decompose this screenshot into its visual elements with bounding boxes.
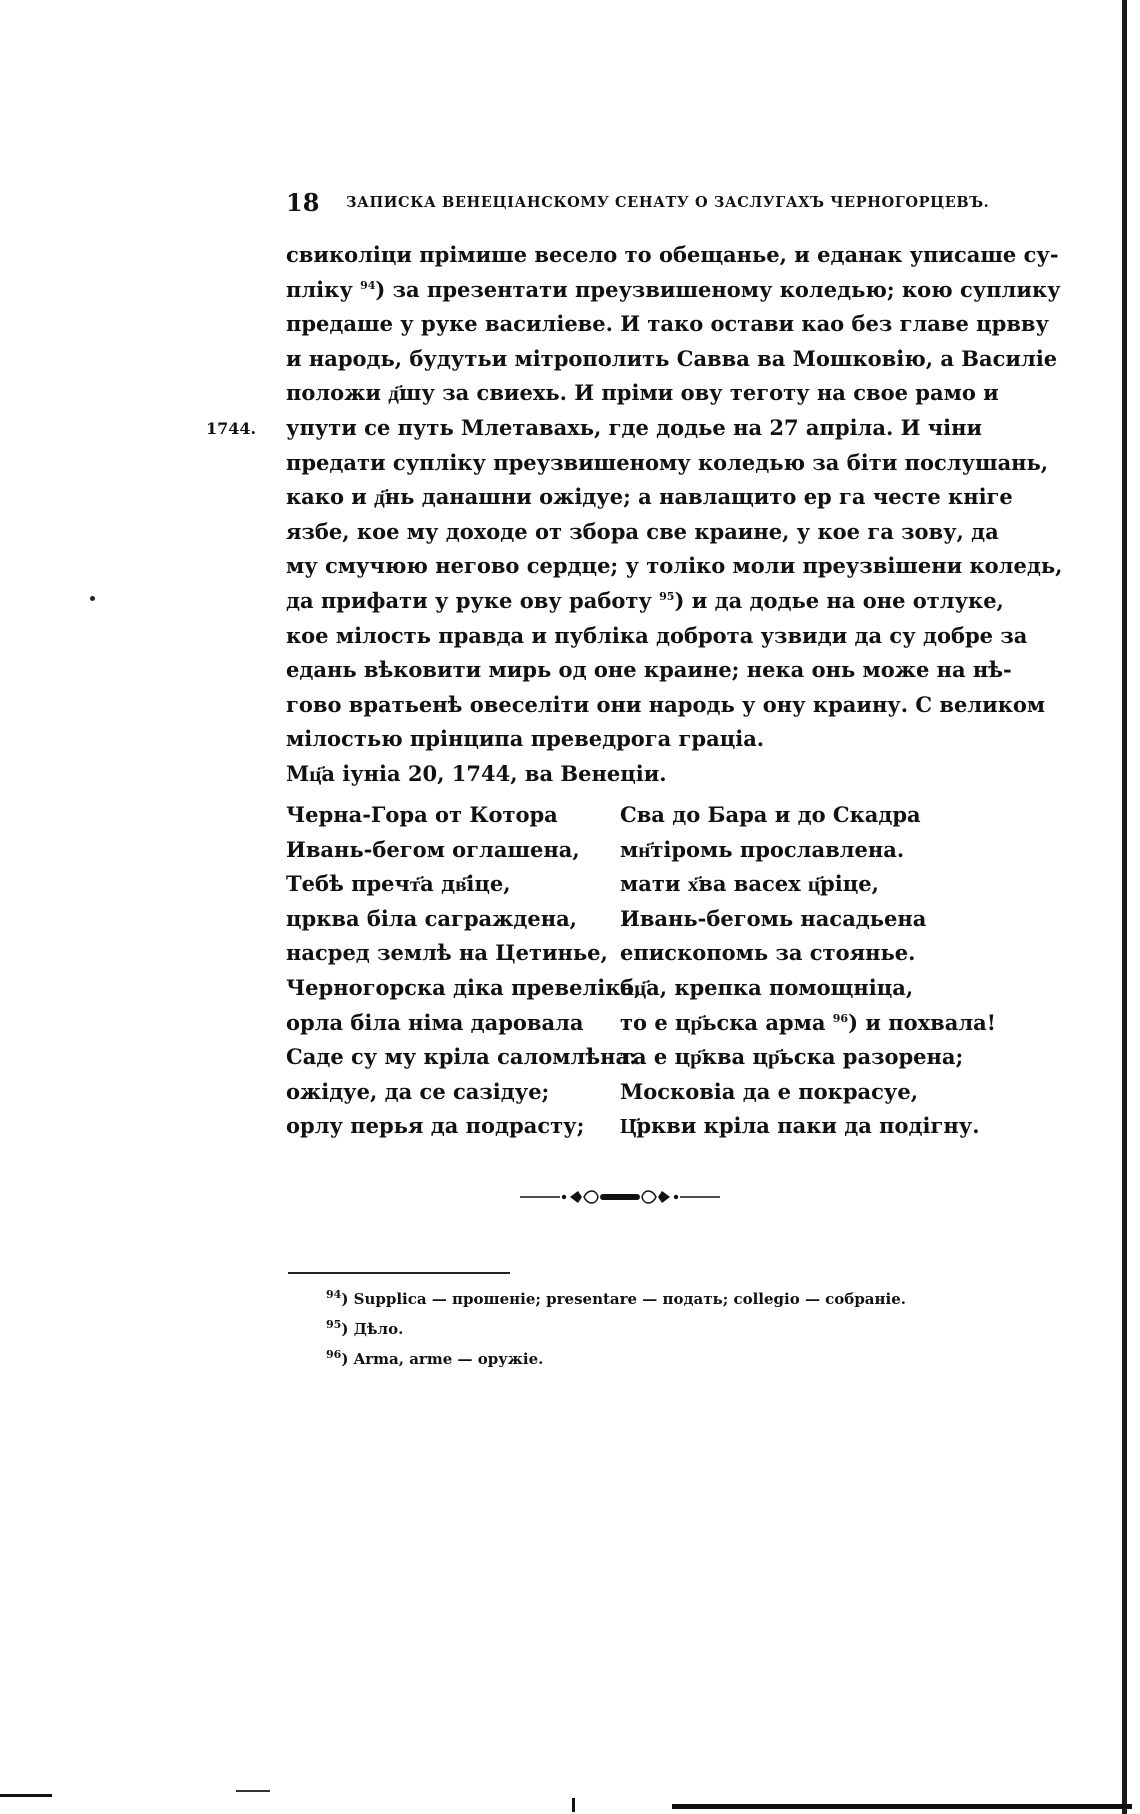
text-line: язбе, кое му доходе от збора све краине, у кое га зову, да: [286, 518, 999, 544]
margin-year-note: 1744.: [206, 419, 257, 438]
text-line: мілостью прінципа преведрога граціа.: [286, 726, 765, 752]
text-line: свиколіци прімише весело то обещанье, и еданак уписаше су-: [286, 242, 1059, 267]
text-fragment: ) и похвала!: [848, 1009, 996, 1035]
footnote-rule: [288, 1272, 510, 1274]
footnote-ref: 94: [360, 278, 376, 292]
footnote-text: ) Дѣло.: [341, 1320, 404, 1338]
text-line: предаше у руке василіеве. И тако остави као без главе црвву: [286, 311, 1049, 337]
dateline: Мц҃а іуніа 20, 1744, ва Венеціи.: [286, 760, 667, 786]
page-number: 18: [286, 188, 320, 217]
body-text: [286, 238, 1063, 792]
scan-edge-rule: [1122, 0, 1127, 1814]
text-fragment: ) за презентати преузвишеному коледью; кою суплику: [375, 276, 1061, 302]
footnote-number: 94: [326, 1288, 342, 1301]
poem-line: црква біла саграждена,: [286, 905, 577, 931]
text-line: предати супліку преузвишеному коледью за біти послушань,: [286, 449, 1049, 475]
poem-line: мати х҃ва васех ц҃ріце,: [620, 871, 879, 897]
poem-left-column: [286, 798, 641, 1144]
poem-line: орлу перья да подрасту;: [286, 1113, 585, 1139]
text-fragment: то е цр҃ьска арма: [620, 1009, 833, 1035]
poem-line: Московіа да е покрасуе,: [620, 1078, 919, 1104]
footnote-number: 95: [326, 1318, 342, 1331]
poem-line: Ивань-бегом оглашена,: [286, 836, 580, 862]
poem-line: Сва до Бара и до Скадра: [620, 802, 921, 827]
poem-line: Ивань-бегомь насадьена: [620, 905, 927, 931]
scan-artifacts: [0, 1780, 1140, 1814]
poem-line: епископомь за стоянье.: [620, 940, 916, 966]
page-header: [286, 188, 990, 222]
footnote-95: [326, 1314, 926, 1344]
poem-line: Черна-Гора от Котора: [286, 802, 558, 827]
footnote-number: 96: [326, 1348, 342, 1361]
running-title: ЗАПИСКА ВЕНЕЦІАНСКОМУ СЕНАТУ О ЗАСЛУГАХЪ ЧЕРНОГОРЦЕВЪ.: [346, 194, 990, 211]
text-fragment: ) и да додье на оне отлуке,: [674, 587, 1004, 613]
poem-line: та е цр҃ква цр҃ьска разорена;: [620, 1044, 964, 1070]
footnote-ref: 95: [659, 589, 675, 603]
poem-line: насред землѣ на Цетинье,: [286, 940, 608, 966]
poem-line: Тебѣ пречт҃а дв҃іце,: [286, 871, 511, 897]
footnote-text: ) Arma, arme — оружіе.: [341, 1350, 544, 1368]
footnotes: [326, 1284, 926, 1374]
footnote-ref: 96: [832, 1011, 849, 1025]
text-line: упути се путь Млетавахь, где додье на 27 апріла. И чіни: [286, 414, 983, 440]
margin-dot: [90, 596, 95, 601]
poem-line: мн҃тіромь прославлена.: [620, 836, 905, 862]
poem-line: Саде су му кріла саломлѣна:: [286, 1044, 637, 1070]
text-line: едань вѣковити мирь од оне краине; нека онь може на нѣ-: [286, 657, 1012, 683]
text-fragment: да прифати у руке ову работу: [286, 587, 660, 613]
footnote-text: ) Supplica — прошеніе; presentare — подать; collegio — собраніе.: [341, 1290, 906, 1308]
poem-line: Ц҃ркви кріла паки да подігну.: [620, 1113, 980, 1139]
poem-line: орла біла німа даровала: [286, 1009, 584, 1035]
poem-line: бц҃а, крепка помощніца,: [620, 974, 914, 1000]
poem-line: ожідуе, да се сазідуе;: [286, 1078, 550, 1104]
text-line: како и д҃нь данашни ожідуе; а навлащито ер га честе кніге: [286, 484, 1013, 510]
text-fragment: пліку: [286, 276, 361, 302]
poem-right-column: [620, 798, 996, 1144]
poem-line: Черногорска діка превеліка,: [286, 974, 642, 1000]
text-line: положи д҃шу за свиехь. И пріми ову теготу на свое рамо и: [286, 380, 999, 406]
text-line: гово вратьенѣ овеселіти они народь у ону краину. С великом: [286, 691, 1046, 717]
text-line: кое мілость правда и публіка доброта узвиди да су добре за: [286, 622, 1028, 648]
footnote-94: [326, 1284, 926, 1314]
text-line: [286, 584, 1004, 619]
footnote-96: [326, 1344, 926, 1374]
poem-line: [620, 1006, 996, 1041]
text-line: му смучюю негово сердце; у толіко моли преузвішени коледь,: [286, 553, 1063, 579]
ornament-divider: [520, 1186, 720, 1208]
text-line: и народь, будутьи мітрополить Савва ва Мошковію, а Василіе: [286, 345, 1058, 371]
text-line: [286, 273, 1061, 308]
